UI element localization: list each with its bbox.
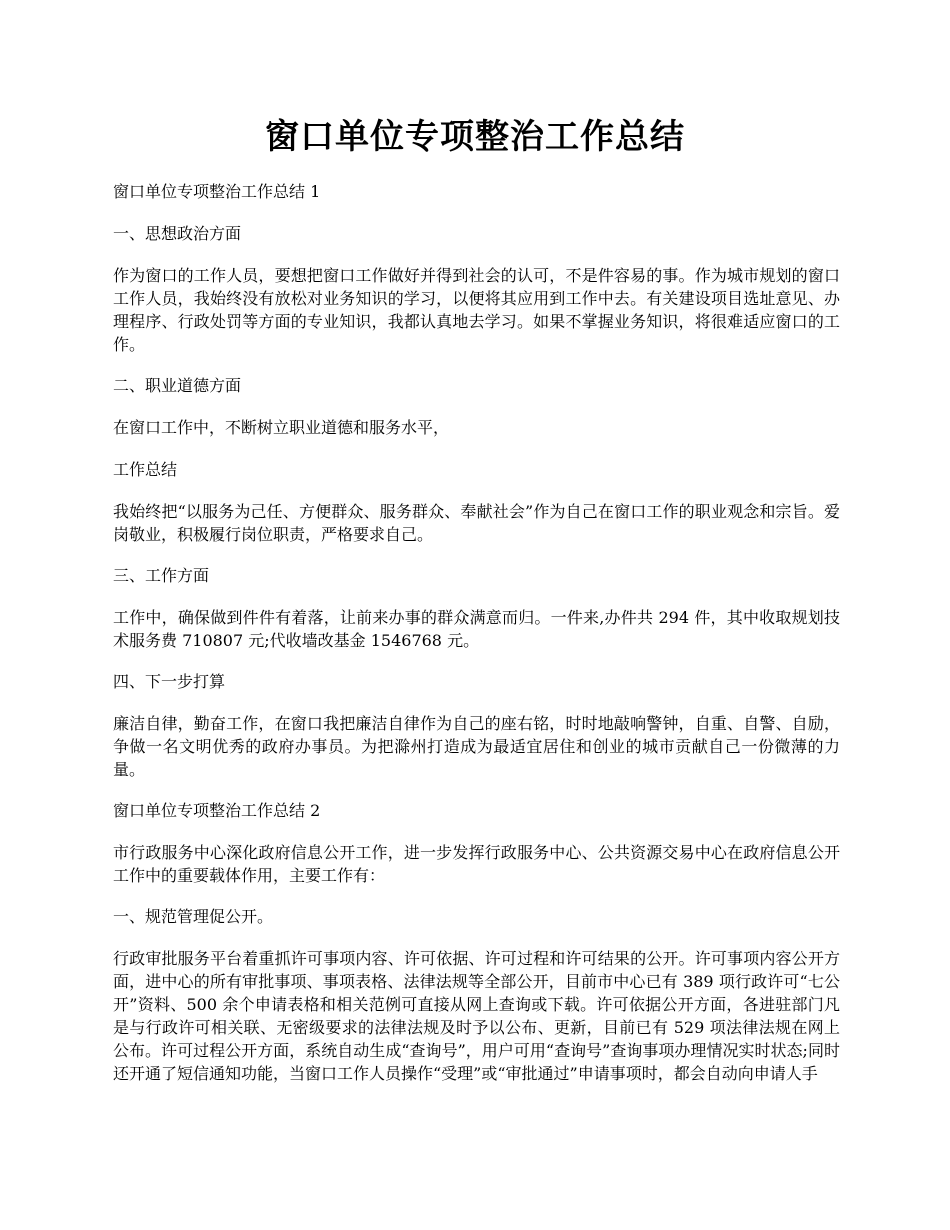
document-body — [113, 180, 840, 1103]
section-heading: 窗口单位专项整治工作总结 1 — [113, 182, 321, 201]
document-title: 窗口单位专项整治工作总结 — [265, 117, 685, 157]
paragraph: 我始终把“以服务为己任、方便群众、服务群众、奉献社会”作为自己在窗口工作的职业观念和宗旨。爱岗敬业，积极履行岗位职责，严格要求自己。 — [113, 502, 840, 544]
subsection-heading: 一、思想政治方面 — [113, 224, 242, 243]
subsection-heading: 一、规范管理促公开。 — [113, 907, 274, 926]
paragraph: 作为窗口的工作人员，要想把窗口工作做好并得到社会的认可，不是件容易的事。作为城市规划的窗口工作人员，我始终没有放松对业务知识的学习，以便将其应用到工作中去。有关建设项目选址意见、办理程序、行政处罚等方面的专业知识，我都认真地去学习。如果不掌握业务知识，将很难适应窗口的工作。 — [113, 266, 840, 354]
subsection-heading: 二、职业道德方面 — [113, 376, 242, 395]
paragraph: 行政审批服务平台着重抓许可事项内容、许可依据、许可过程和许可结果的公开。许可事项内容公开方面，进中心的所有审批事项、事项表格、法律法规等全部公开，目前市中心已有 389 项行政许可“七公开”资料、500 余个申请表格和相关范例可直接从网上查询或下载。许可依据公开方面，各进驻部门凡是与行政许可相关联、无密级要求的法律法规及时予以公布、更新，目前已有 529 项法律法规在网上公布。许可过程公开方面，系统自动生成“查询号”，用户可用“查询号”查询事项办理情况实时状态;同时还开通了短信通知功能，当窗口工作人员操作“受理”或“审批通过”申请事项时，都会自动向申请人手 — [113, 949, 840, 1083]
section-heading: 窗口单位专项整治工作总结 2 — [113, 801, 321, 820]
paragraph: 工作中，确保做到件件有着落，让前来办事的群众满意而归。一件来,办件共 294 件，其中收取规划技术服务费 710807 元;代收墙改基金 1546768 元。 — [113, 608, 840, 650]
paragraph: 廉洁自律，勤奋工作，在窗口我把廉洁自律作为自己的座右铭，时时地敲响警钟，自重、自警、自励，争做一名文明优秀的政府办事员。为把滁州打造成为最适宜居住和创业的城市贡献自己一份微薄的力量。 — [113, 714, 840, 779]
subsection-heading: 三、工作方面 — [113, 566, 210, 585]
subsection-heading: 四、下一步打算 — [113, 672, 226, 691]
paragraph: 在窗口工作中，不断树立职业道德和服务水平， — [113, 418, 450, 437]
paragraph: 市行政服务中心深化政府信息公开工作，进一步发挥行政服务中心、公共资源交易中心在政府信息公开工作中的重要载体作用，主要工作有： — [113, 843, 840, 885]
paragraph: 工作总结 — [113, 460, 178, 479]
